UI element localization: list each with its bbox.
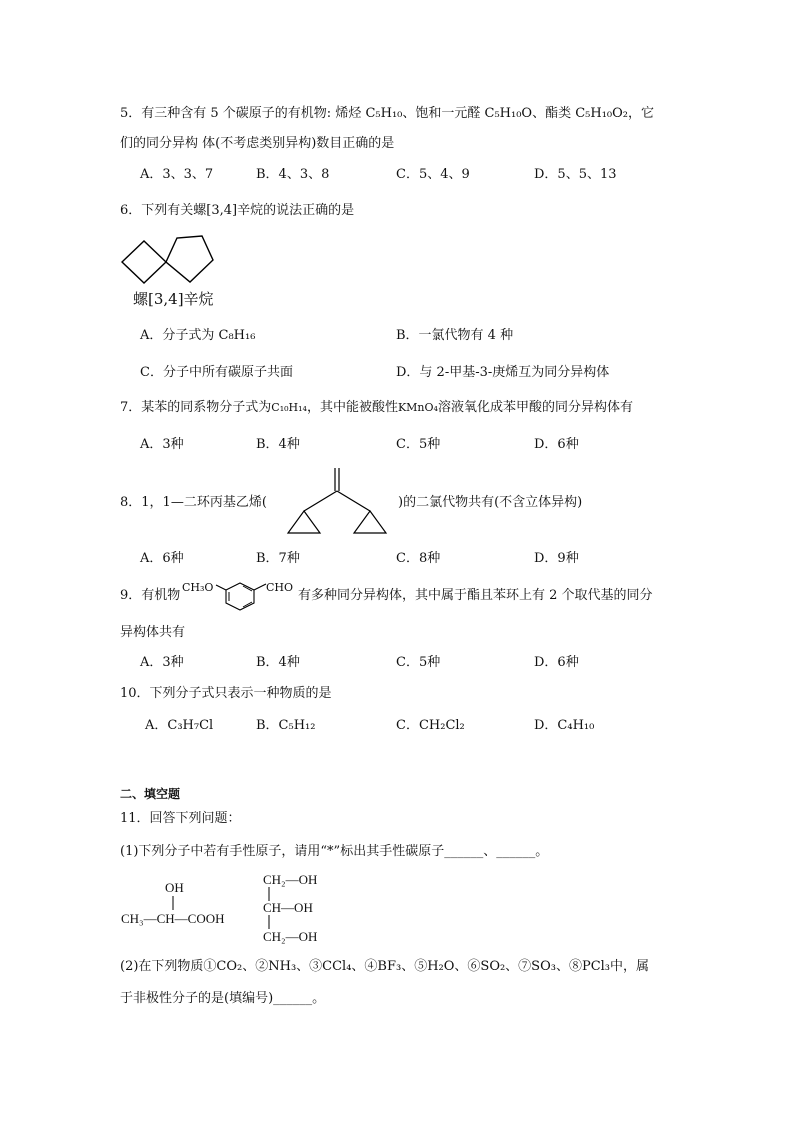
q6-option-a: A．分子式为 C₈H₁₆ [140, 328, 256, 343]
anisaldehyde-benzene-ring [214, 578, 270, 612]
q9-stem-a: 9．有机物 [120, 588, 181, 603]
q9-line2: 异构体共有 [120, 625, 186, 640]
mol1-oh: OH [165, 880, 184, 895]
q6-option-d: D．与 2-甲基-3-庚烯互为同分异构体 [396, 365, 610, 380]
spiro-octane-structure [118, 230, 228, 294]
q9-option-a: A．3种 [140, 655, 184, 670]
q9-label-aldehyde: CHO [266, 581, 294, 594]
q9-label-methoxy: CH₃O [182, 581, 214, 594]
q11-part1: (1)下列分子中若有手性原子，请用“*”标出其手性碳原子______、______。 [120, 844, 549, 859]
q8-stem-a: 8．1，1—二环丙基乙烯( [120, 495, 267, 510]
q8-option-b: B．7种 [256, 551, 300, 566]
q9-option-c: C．5种 [396, 655, 441, 670]
mol2-bond-bottom [267, 915, 271, 929]
q10-stem: 10．下列分子式只表示一种物质的是 [120, 686, 332, 701]
mol2-top: CH₂—OH [263, 872, 318, 887]
q9-option-b: B．4种 [256, 655, 300, 670]
q7-option-a: A．3种 [140, 437, 184, 452]
mol2-bottom: CH₂—OH [263, 929, 318, 944]
q5-option-b: B．4、3、8 [256, 167, 330, 182]
mol2-bond-top [267, 887, 271, 901]
q6-option-b: B．一氯代物有 4 种 [396, 328, 514, 343]
q5-line1: 5．有三种含有 5 个碳原子的有机物: 烯烃 C₅H₁₀、饱和一元醛 C₅H₁₀O、酯类 C₅H₁₀O₂，它 [120, 106, 654, 121]
q7-option-b: B．4种 [256, 437, 300, 452]
q7-reagent: KMnO₄ [397, 401, 438, 414]
q8-option-c: C．8种 [396, 551, 441, 566]
q10-option-a: A．C₃H₇Cl [145, 718, 214, 733]
mol1-bond [171, 896, 175, 910]
q7-option-c: C．5种 [396, 437, 441, 452]
q7-formula: C₁₀H₁₄ [271, 401, 307, 414]
q9-stem-b: 有多种同分异构体，其中属于酯且苯环上有 2 个取代基的同分 [298, 588, 653, 603]
q7-stem-b: ，其中能被酸性 [306, 400, 398, 415]
q8-option-d: D．9种 [534, 551, 579, 566]
q5-option-d: D．5、5、13 [534, 167, 617, 182]
q6-stem: 6．下列有关螺[3,4]辛烷的说法正确的是 [120, 203, 355, 218]
q8-stem-b: )的二氯代物共有(不含立体异构) [398, 495, 583, 510]
q11-part2-line2: 于非极性分子的是(填编号)______。 [120, 991, 326, 1006]
section-title: 二、填空题 [120, 787, 181, 801]
q5-option-c: C．5、4、9 [396, 167, 470, 182]
q7-stem-a: 7．某苯的同系物分子式为 [120, 400, 272, 415]
q7-stem-c: 溶液氧化成苯甲酸的同分异构体有 [437, 400, 633, 415]
q11-part2-line1: (2)在下列物质①CO₂、②NH₃、③CCl₄、④BF₃、⑤H₂O、⑥SO₂、⑦SO₃、⑧PCl₃中，属 [120, 959, 650, 974]
q6-option-c: C．分子中所有碳原子共面 [140, 365, 293, 380]
q10-option-c: C．CH₂Cl₂ [396, 718, 465, 733]
q5-line2: 们的同分异构 体(不考虑类别异构)数目正确的是 [120, 136, 395, 151]
q10-option-b: B．C₅H₁₂ [256, 718, 316, 733]
q9-option-d: D．6种 [534, 655, 579, 670]
q10-option-d: D．C₄H₁₀ [534, 718, 595, 733]
q6-figure-caption: 螺[3,4]辛烷 [133, 290, 214, 308]
q7-option-d: D．6种 [534, 437, 579, 452]
q8-option-a: A．6种 [140, 551, 184, 566]
mol2-mid: CH—OH [263, 900, 313, 915]
q11-stem: 11．回答下列问题： [120, 811, 241, 826]
mol1-chain: CH₃—CH—COOH [121, 911, 225, 926]
q7-stem [120, 401, 633, 414]
dicyclopropylethylene-structure [268, 463, 408, 539]
q5-option-a: A．3、3、7 [140, 167, 214, 182]
